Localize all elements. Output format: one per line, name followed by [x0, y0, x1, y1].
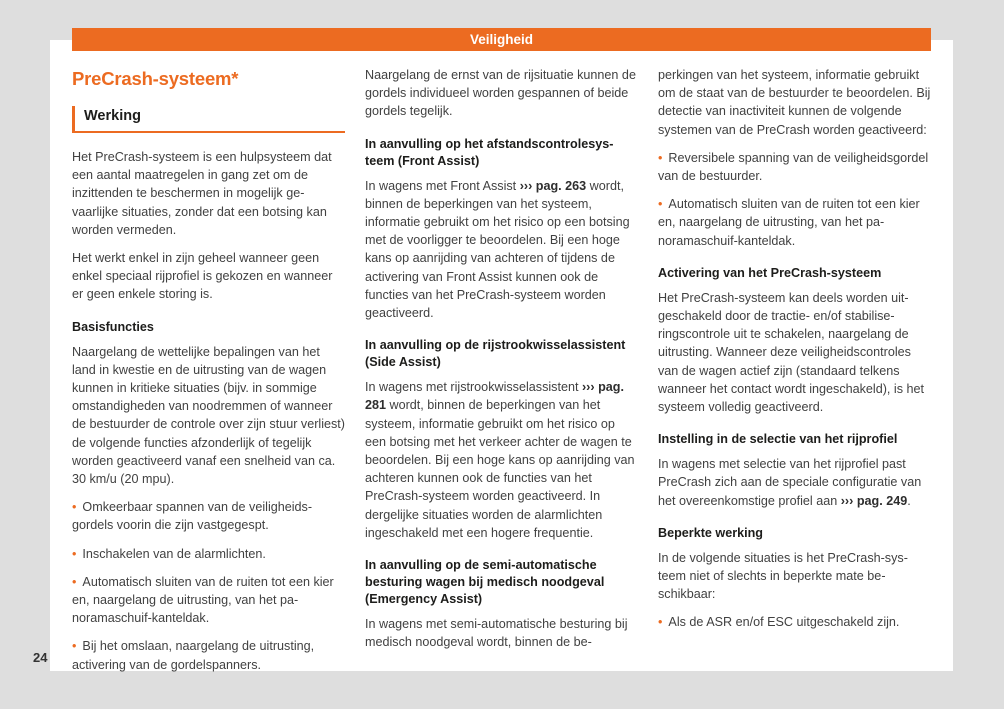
bullet-item: • Omkeerbaar spannen van de veiligheidsgordels voorin die zijn vastgegespt. [72, 500, 313, 533]
sub-heading: In aanvulling op de semi-automatische besturing wagen bij medisch noodgeval (Emergency Assist) [365, 558, 605, 607]
bullet-icon: • [658, 615, 663, 630]
paragraph: Naargelang de ernst van de rijsituatie kunnen de gordels individueel worden gespannen of beide gordels tegelijk. [365, 68, 636, 119]
bullet-icon: • [72, 574, 77, 589]
bullet-item: • Bij het omslaan, naargelang de uitrusting, activering van de gordelspanners. [72, 639, 315, 672]
paragraph: Het werkt enkel in zijn geheel wanneer geen enkel speciaal rijprofiel is gekozen en wanneer er geen enkele storing is. [72, 251, 333, 302]
bullet-item: • Automatisch sluiten van de ruiten tot een kier en, naargelang de uitrusting, van het panoramaschuif-kanteldak. [658, 197, 920, 248]
bullet-item: • Automatisch sluiten van de ruiten tot een kier en, naargelang de uitrusting, van het panoramaschuif-kanteldak. [72, 574, 334, 626]
paragraph: Het PreCrash-systeem kan deels worden uitgeschakeld door de tractie- en/of stabiliseringscontrole uit te schakelen, naargelang de uitrusting. Wanneer deze veiligheidscontroles van de wagen actief zijn (standaard telkens wanneer het contact wordt ingeschakeld), is het systeem volledig geactiveerd. [658, 290, 925, 415]
sub-heading: Activering van het PreCrash-systeem [658, 265, 882, 280]
bullet-item: • Reversibele spanning van de veiligheidsgordel van de bestuurder. [658, 150, 929, 184]
document-title: PreCrash-systeem* [72, 68, 239, 89]
column-3 [658, 66, 931, 684]
paragraph: Naargelang de wettelijke bepalingen van het land in kwestie en de uitrusting van de wagen kunnen in kritieke situaties (bijv. in sommige omstandigheden van noodremmen of wanneer de bestuurder de controle over zijn stuur verliest) de volgende functies afzonderlijk of tegelijk worden geactiveerd vanaf een snelheid van ca. 30 km/u (20 mpu). [72, 344, 345, 487]
paragraph: perkingen van het systeem, informatie gebruikt om de staat van de bestuurder te beoordelen. Bij detectie van inactiviteit kunnen de volgende systemen van de PreCrash worden geactiveerd: [658, 68, 931, 137]
paragraph: In wagens met selectie van het rijprofiel past PreCrash zich aan de speciale configuratie van het overeenkomstige profiel aan ››› pag. 249. [658, 457, 922, 508]
section-heading: Werking [72, 106, 345, 133]
page-number: 24 [33, 650, 48, 665]
paragraph: In wagens met Front Assist ››› pag. 263 wordt, binnen de beperkingen van het systeem, informatie gebruikt om het risico op een botsing met de voorligger te beoordelen. Bij een hoge kans op aanrijding van achteren of tijdens de activering van Front Assist kunnen ook de functies van het PreCrash-systeem worden geactiveerd. [365, 178, 630, 321]
page-reference: ››› pag. 281 [365, 380, 624, 413]
sub-heading: Beperkte werking [658, 525, 763, 540]
bullet-item: • Als de ASR en/of ESC uitgeschakeld zijn. [658, 615, 900, 630]
chapter-header-bar [72, 28, 931, 51]
sub-heading: Basisfuncties [72, 319, 154, 334]
paragraph: In wagens met rijstrookwisselassistent ››› pag. 281 wordt, binnen de beperkingen van het systeem, informatie gebruikt om het risico op een botsing met het verkeer achter de wagen te beoordelen. Bij een hoge kans op aanrijding van achteren kunnen ook de functies van het PreCrash-systeem worden geactiveerd. In dergelijke situaties worden de alarmlichten ingeschakeld met een hogere frequentie. [365, 380, 635, 540]
sub-heading: In aanvulling op de rijstrookwisselassistent (Side Assist) [365, 338, 626, 370]
bullet-icon: • [72, 546, 77, 561]
column-1 [72, 66, 345, 684]
bullet-icon: • [72, 639, 77, 654]
bullet-icon: • [658, 197, 663, 212]
page-reference: ››› pag. 249 [840, 493, 908, 508]
sub-heading: In aanvulling op het afstandscontrolesysteem (Front Assist) [365, 136, 614, 168]
bullet-icon: • [72, 500, 77, 515]
paragraph: Het PreCrash-systeem is een hulpsysteem dat een aantal maatregelen in gang zet om de inzittenden te beschermen in mogelijk gevaarlijke situaties, zonder dat een botsing kan worden vermeden. [72, 150, 332, 237]
bullet-icon: • [658, 150, 663, 165]
paragraph: In de volgende situaties is het PreCrash-systeem niet of slechts in beperkte mate beschikbaar: [658, 550, 908, 602]
sub-heading: Instelling in de selectie van het rijprofiel [658, 432, 898, 447]
bullet-item: • Inschakelen van de alarmlichten. [72, 546, 266, 561]
page-reference: ››› pag. 263 [519, 178, 587, 193]
column-2 [365, 66, 638, 684]
text-columns [72, 66, 931, 684]
paragraph: In wagens met semi-automatische besturing bij medisch noodgeval wordt, binnen de be- [365, 617, 628, 650]
chapter-title: Veiligheid [469, 32, 534, 47]
